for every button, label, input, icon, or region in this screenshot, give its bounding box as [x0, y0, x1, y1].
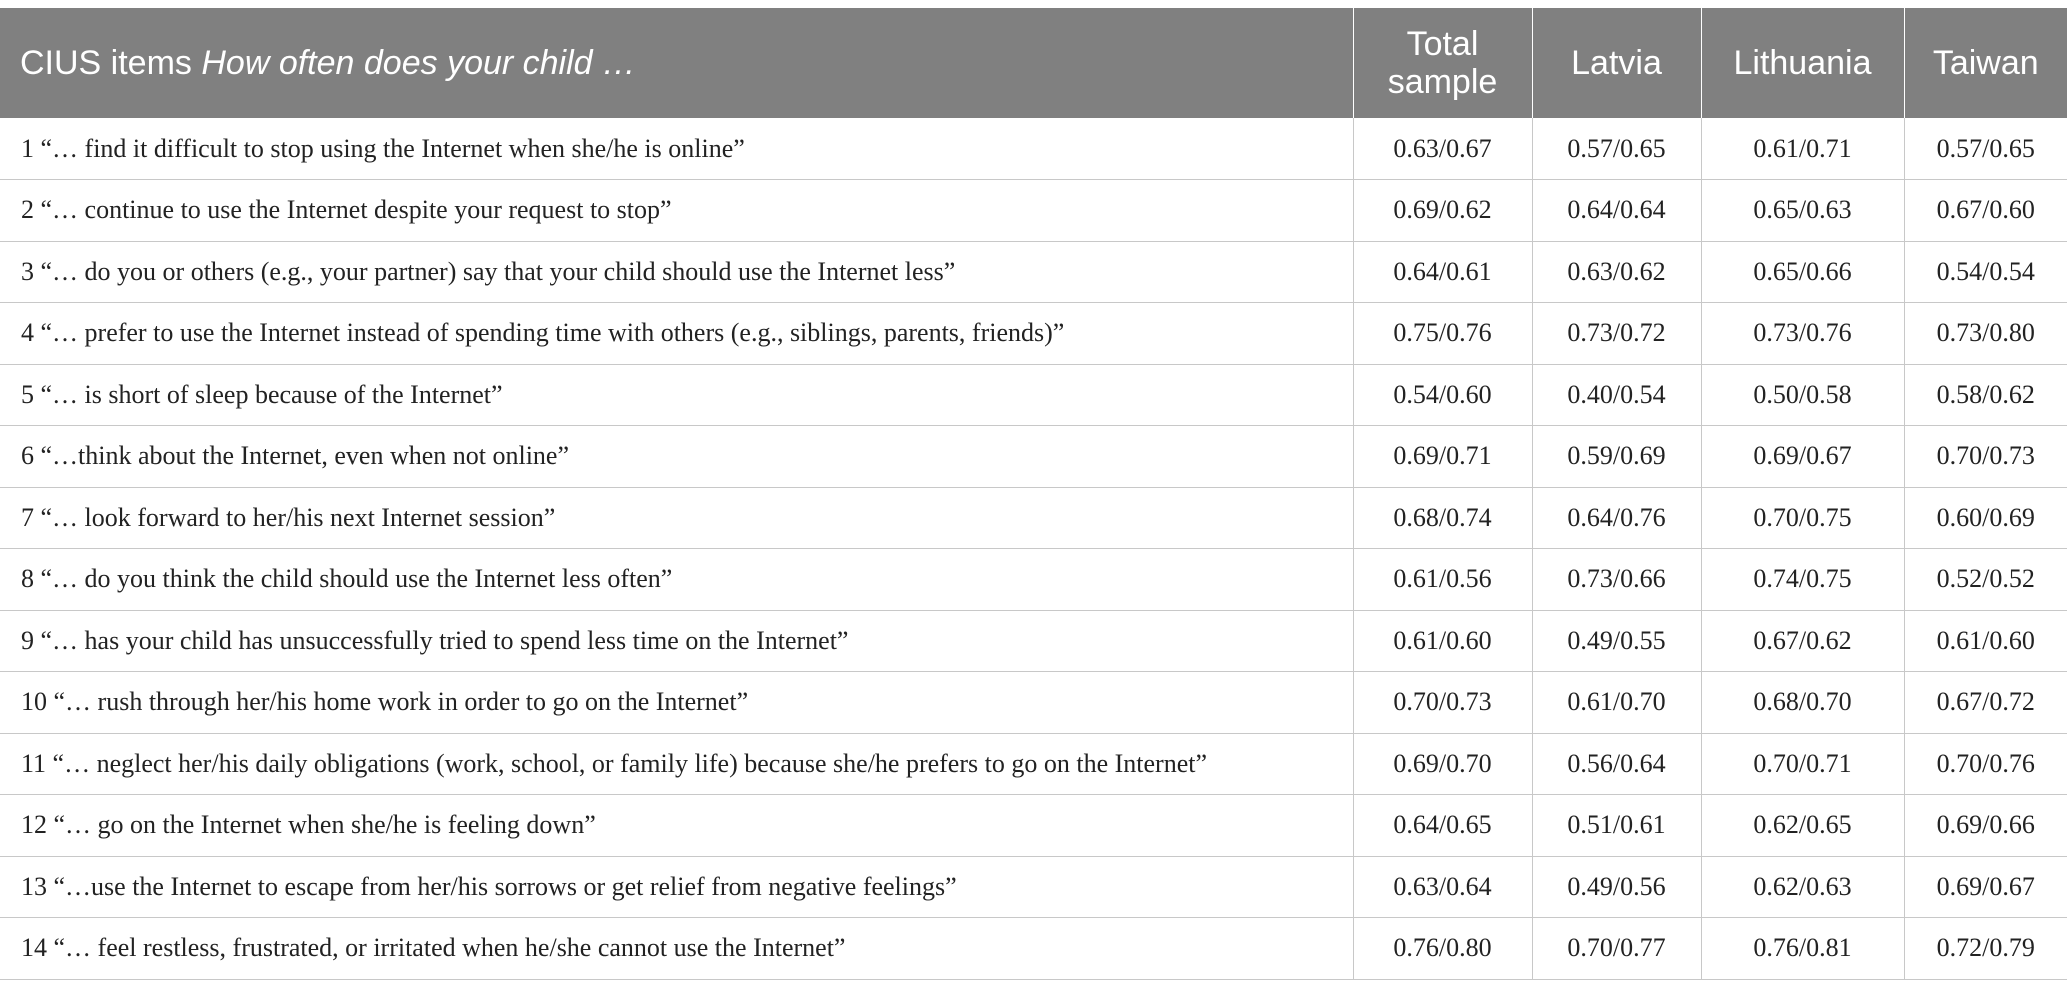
cell-item: 11 “… neglect her/his daily obligations (work, school, or family life) because she/he prefers to go on the Internet”: [0, 733, 1353, 795]
cell-item: 2 “… continue to use the Internet despite your request to stop”: [0, 180, 1353, 242]
cell-item: 8 “… do you think the child should use the Internet less often”: [0, 549, 1353, 611]
cell-total: 0.69/0.71: [1353, 426, 1532, 488]
cius-loadings-table: [0, 8, 2067, 980]
table-row: [0, 426, 2067, 488]
cell-total: 0.54/0.60: [1353, 364, 1532, 426]
header-row: [0, 8, 2067, 118]
cell-taiwan: 0.52/0.52: [1904, 549, 2067, 611]
cell-lithuania: 0.73/0.76: [1701, 303, 1904, 365]
cell-latvia: 0.64/0.64: [1532, 180, 1701, 242]
cell-lithuania: 0.62/0.63: [1701, 856, 1904, 918]
cell-latvia: 0.73/0.66: [1532, 549, 1701, 611]
cell-item: 10 “… rush through her/his home work in order to go on the Internet”: [0, 672, 1353, 734]
table-row: [0, 549, 2067, 611]
cell-taiwan: 0.70/0.73: [1904, 426, 2067, 488]
header-total-line2: sample: [1387, 63, 1498, 101]
cell-total: 0.68/0.74: [1353, 487, 1532, 549]
cell-item: 7 “… look forward to her/his next Internet session”: [0, 487, 1353, 549]
table-row: [0, 180, 2067, 242]
cell-total: 0.63/0.64: [1353, 856, 1532, 918]
cell-total: 0.70/0.73: [1353, 672, 1532, 734]
header-total-line1: Total: [1406, 25, 1479, 63]
cell-item: 1 “… find it difficult to stop using the Internet when she/he is online”: [0, 118, 1353, 180]
cell-lithuania: 0.65/0.63: [1701, 180, 1904, 242]
table-row: [0, 118, 2067, 180]
cell-item: 12 “… go on the Internet when she/he is feeling down”: [0, 795, 1353, 857]
cell-taiwan: 0.54/0.54: [1904, 241, 2067, 303]
cell-lithuania: 0.70/0.75: [1701, 487, 1904, 549]
cell-taiwan: 0.61/0.60: [1904, 610, 2067, 672]
cell-item: 3 “… do you or others (e.g., your partner) say that your child should use the Internet less”: [0, 241, 1353, 303]
cell-total: 0.61/0.56: [1353, 549, 1532, 611]
table-row: [0, 364, 2067, 426]
cell-latvia: 0.61/0.70: [1532, 672, 1701, 734]
cell-lithuania: 0.68/0.70: [1701, 672, 1904, 734]
header-total-sample: [1353, 8, 1532, 118]
cell-item: 14 “… feel restless, frustrated, or irritated when he/she cannot use the Internet”: [0, 918, 1353, 980]
table-row: [0, 856, 2067, 918]
cell-total: 0.63/0.67: [1353, 118, 1532, 180]
cell-taiwan: 0.67/0.60: [1904, 180, 2067, 242]
cell-taiwan: 0.72/0.79: [1904, 918, 2067, 980]
table-row: [0, 610, 2067, 672]
cell-taiwan: 0.57/0.65: [1904, 118, 2067, 180]
cell-lithuania: 0.76/0.81: [1701, 918, 1904, 980]
cell-taiwan: 0.67/0.72: [1904, 672, 2067, 734]
header-cius-items: [0, 8, 1353, 118]
header-items-prefix: CIUS items: [20, 44, 202, 82]
cell-taiwan: 0.69/0.66: [1904, 795, 2067, 857]
cell-latvia: 0.56/0.64: [1532, 733, 1701, 795]
cell-lithuania: 0.67/0.62: [1701, 610, 1904, 672]
table-header: [0, 8, 2067, 118]
cell-latvia: 0.40/0.54: [1532, 364, 1701, 426]
cell-lithuania: 0.62/0.65: [1701, 795, 1904, 857]
cell-taiwan: 0.70/0.76: [1904, 733, 2067, 795]
cell-latvia: 0.59/0.69: [1532, 426, 1701, 488]
table-row: [0, 487, 2067, 549]
cell-latvia: 0.70/0.77: [1532, 918, 1701, 980]
table-row: [0, 672, 2067, 734]
cell-item: 4 “… prefer to use the Internet instead of spending time with others (e.g., siblings, parents, friends)”: [0, 303, 1353, 365]
table-row: [0, 241, 2067, 303]
cell-latvia: 0.64/0.76: [1532, 487, 1701, 549]
table-row: [0, 795, 2067, 857]
cell-total: 0.69/0.62: [1353, 180, 1532, 242]
table-body: [0, 118, 2067, 979]
cell-total: 0.64/0.65: [1353, 795, 1532, 857]
header-items-question: How often does your child …: [201, 44, 637, 82]
table-row: [0, 918, 2067, 980]
header-latvia: Latvia: [1532, 8, 1701, 118]
cell-item: 5 “… is short of sleep because of the Internet”: [0, 364, 1353, 426]
header-lithuania: Lithuania: [1701, 8, 1904, 118]
cell-total: 0.64/0.61: [1353, 241, 1532, 303]
cell-latvia: 0.63/0.62: [1532, 241, 1701, 303]
cell-lithuania: 0.65/0.66: [1701, 241, 1904, 303]
cell-lithuania: 0.50/0.58: [1701, 364, 1904, 426]
cell-item: 9 “… has your child has unsuccessfully tried to spend less time on the Internet”: [0, 610, 1353, 672]
cell-latvia: 0.49/0.56: [1532, 856, 1701, 918]
cell-item: 6 “…think about the Internet, even when not online”: [0, 426, 1353, 488]
cius-table-container: [0, 8, 2067, 980]
cell-lithuania: 0.74/0.75: [1701, 549, 1904, 611]
cell-total: 0.61/0.60: [1353, 610, 1532, 672]
cell-total: 0.76/0.80: [1353, 918, 1532, 980]
cell-latvia: 0.57/0.65: [1532, 118, 1701, 180]
header-taiwan: Taiwan: [1904, 8, 2067, 118]
cell-lithuania: 0.61/0.71: [1701, 118, 1904, 180]
table-row: [0, 303, 2067, 365]
cell-total: 0.75/0.76: [1353, 303, 1532, 365]
cell-latvia: 0.51/0.61: [1532, 795, 1701, 857]
cell-lithuania: 0.70/0.71: [1701, 733, 1904, 795]
cell-taiwan: 0.60/0.69: [1904, 487, 2067, 549]
cell-taiwan: 0.58/0.62: [1904, 364, 2067, 426]
cell-total: 0.69/0.70: [1353, 733, 1532, 795]
cell-item: 13 “…use the Internet to escape from her/his sorrows or get relief from negative feelings”: [0, 856, 1353, 918]
cell-latvia: 0.73/0.72: [1532, 303, 1701, 365]
cell-latvia: 0.49/0.55: [1532, 610, 1701, 672]
cell-taiwan: 0.73/0.80: [1904, 303, 2067, 365]
cell-taiwan: 0.69/0.67: [1904, 856, 2067, 918]
cell-lithuania: 0.69/0.67: [1701, 426, 1904, 488]
table-row: [0, 733, 2067, 795]
